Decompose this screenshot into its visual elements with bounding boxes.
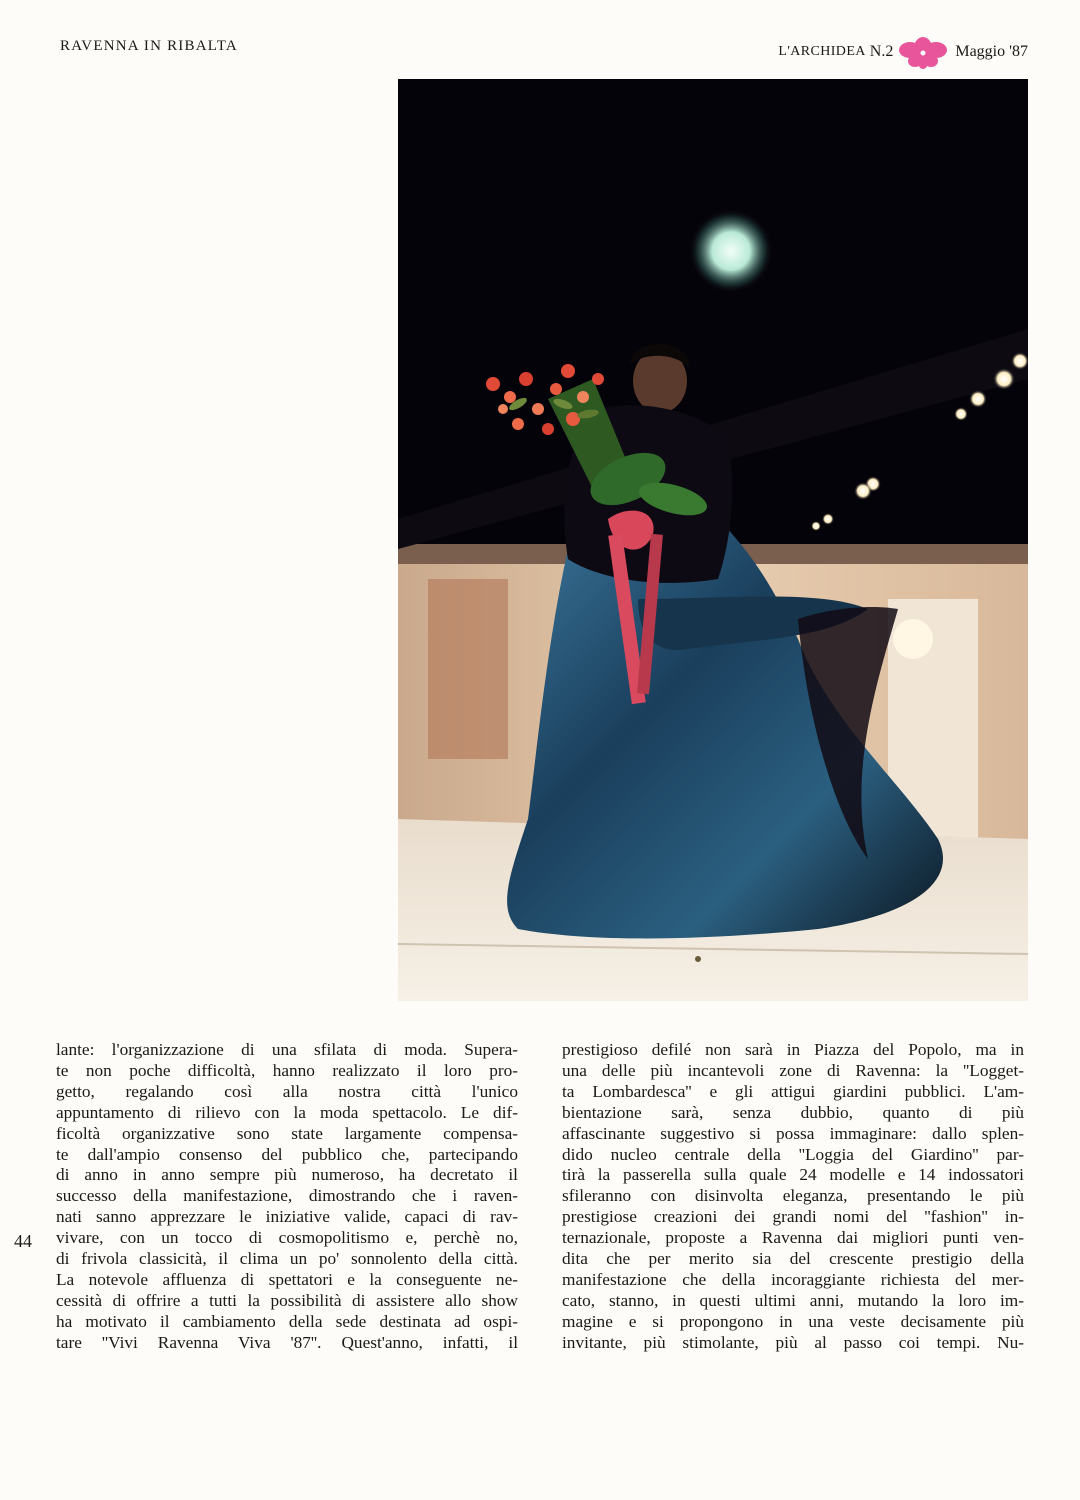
orchid-logo-icon: [897, 34, 949, 70]
text-line: ficoltà organizzative sono state largamente compensa-: [56, 1123, 518, 1143]
text-line: affascinante suggestivo si possa immaginare: dallo splen-: [562, 1123, 1024, 1143]
text-line: dido nucleo centrale della ''Loggia del Giardino'' par-: [562, 1144, 1024, 1164]
text-line: ta Lombardesca'' e gli attigui giardini pubblici. L'am-: [562, 1081, 1024, 1101]
magazine-name: L'ARCHIDEA: [778, 44, 866, 59]
fashion-show-photo: [398, 79, 1028, 1001]
text-line: cato, stanno, in questi ultimi anni, mutando la loro im-: [562, 1290, 1024, 1310]
text-line: ha motivato il cambiamento della sede destinata ad ospi-: [56, 1311, 518, 1331]
article-column-left: [56, 1040, 518, 1354]
text-line: una delle più incantevoli zone di Ravenna: la ''Logget-: [562, 1060, 1024, 1080]
text-line: cessità di offrire a tutti la possibilità di assistere allo show: [56, 1290, 518, 1310]
article-column-right: [562, 1040, 1024, 1354]
text-line: di frivola classicità, il clima un po' sonnolento della città.: [56, 1249, 518, 1269]
text-line: magine e si propongono in una veste decisamente più: [562, 1311, 1024, 1331]
text-line: vivare, con un tocco di cosmopolitismo e, perchè no,: [56, 1228, 518, 1248]
text-line: manifestazione che della incoraggiante richiesta del mer-: [562, 1269, 1024, 1289]
text-line: lante: l'organizzazione di una sfilata di moda. Supera-: [56, 1040, 518, 1059]
text-line: ternazionale, proposte a Ravenna dai migliori punti ven-: [562, 1228, 1024, 1248]
text-line: di anno in anno sempre più numeroso, ha decretato il: [56, 1165, 518, 1185]
text-line: te non poche difficoltà, hanno realizzato il loro pro-: [56, 1060, 518, 1080]
text-line: appuntamento di rilievo con la moda spettacolo. Le dif-: [56, 1102, 518, 1122]
text-line: te dall'ampio consenso del pubblico che, partecipando: [56, 1144, 518, 1164]
issue-date: Maggio '87: [955, 43, 1028, 60]
text-line: invitante, più stimolante, più al passo coi tempi. Nu-: [562, 1332, 1024, 1352]
text-line: dita che per merito sia del crescente prestigio della: [562, 1249, 1024, 1269]
text-line: successo della manifestazione, dimostrando che i raven-: [56, 1186, 518, 1206]
text-line: nati sanno apprezzare le iniziative valide, capaci di rav-: [56, 1207, 518, 1227]
text-line: getto, regalando così alla nostra città l'unico: [56, 1081, 518, 1101]
text-line: prestigioso defilé non sarà in Piazza del Popolo, ma in: [562, 1040, 1024, 1059]
text-line: bientazione sarà, senza dubbio, quanto di più: [562, 1102, 1024, 1122]
issue-number: N.2: [869, 43, 894, 60]
text-line: tare ''Vivi Ravenna Viva '87''. Quest'anno, infatti, il: [56, 1332, 518, 1352]
magazine-masthead: [778, 34, 1028, 70]
section-title: RAVENNA IN RIBALTA: [60, 38, 238, 54]
text-line: sfileranno con disinvolta eleganza, presentando le più: [562, 1186, 1024, 1206]
text-line: prestigiose creazioni dei grandi nomi del ''fashion'' in-: [562, 1207, 1024, 1227]
page-number: 44: [14, 1231, 32, 1251]
text-line: La notevole affluenza di spettatori e la conseguente ne-: [56, 1269, 518, 1289]
text-line: tirà la passerella sulla quale 24 modelle e 14 indossatori: [562, 1165, 1024, 1185]
